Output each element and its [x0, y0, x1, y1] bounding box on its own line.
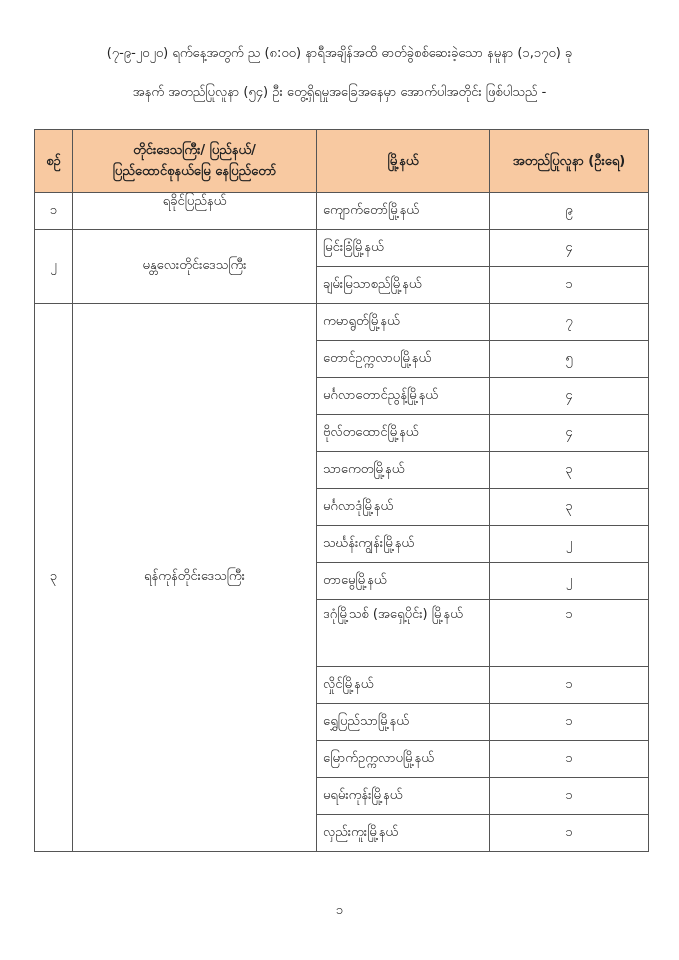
township-cell: ဒဂုံမြို့သစ် (အရှေ့ပိုင်း) မြို့နယ် — [317, 600, 490, 667]
township-cell: သာကေတမြို့နယ် — [317, 452, 490, 489]
count-cell: ၁ — [490, 600, 649, 667]
township-cell: မင်္ဂလာဒုံမြို့နယ် — [317, 489, 490, 526]
count-cell: ၄ — [490, 230, 649, 267]
count-cell: ၁ — [490, 667, 649, 704]
covid-cases-table — [34, 129, 649, 852]
header-count: အတည်ပြုလူနာ (ဦးရေ) — [490, 130, 649, 193]
count-cell: ၂ — [490, 526, 649, 563]
page-number: ၁ — [335, 903, 344, 918]
header-no: စဉ် — [35, 130, 73, 193]
count-cell: ၁ — [490, 778, 649, 815]
table-row — [35, 230, 649, 267]
table-row — [35, 193, 649, 230]
township-cell: ဗိုလ်တထောင်မြို့နယ် — [317, 415, 490, 452]
intro-line-2: အနက် အတည်ပြုလူနာ (၅၄) ဦး တွေ့ရှိရမှုအခြေအနေမှာ အောက်ပါအတိုင်း ဖြစ်ပါသည် - — [132, 85, 547, 100]
count-cell: ၂ — [490, 563, 649, 600]
township-cell: ကမာရွတ်မြို့နယ် — [317, 304, 490, 341]
header-region-line-2: ပြည်ထောင်စုနယ်မြေ နေပြည်တော် — [112, 164, 277, 179]
township-cell: မြောက်ဥက္ကလာပမြို့နယ် — [317, 741, 490, 778]
region-cell: မန္တလေးတိုင်းဒေသကြီး — [73, 230, 317, 304]
row-number-cell: ၁ — [35, 193, 73, 230]
township-cell: ချမ်းမြသာစည်မြို့နယ် — [317, 267, 490, 304]
header-region — [73, 130, 317, 193]
count-cell: ၄ — [490, 378, 649, 415]
township-cell: ကျောက်တော်မြို့နယ် — [317, 193, 490, 230]
township-cell: ရွှေပြည်သာမြို့နယ် — [317, 704, 490, 741]
region-cell: ရခိုင်ပြည်နယ် — [73, 193, 317, 230]
township-cell: လှည်းကူးမြို့နယ် — [317, 815, 490, 852]
township-cell: မင်္ဂလာတောင်ညွန့်မြို့နယ် — [317, 378, 490, 415]
count-cell: ၉ — [490, 193, 649, 230]
header-region-line-1: တိုင်းဒေသကြီး/ ပြည်နယ်/ — [133, 143, 256, 158]
row-number-cell: ၂ — [35, 230, 73, 304]
count-cell: ၃ — [490, 489, 649, 526]
township-cell: မြင်းခြံမြို့နယ် — [317, 230, 490, 267]
township-cell: လှိုင်မြို့နယ် — [317, 667, 490, 704]
row-number-cell: ၃ — [35, 304, 73, 852]
township-cell: တာမွေမြို့နယ် — [317, 563, 490, 600]
header-township: မြို့နယ် — [317, 130, 490, 193]
count-cell: ၁ — [490, 815, 649, 852]
region-cell: ရန်ကုန်တိုင်းဒေသကြီး — [73, 304, 317, 852]
township-cell: မရမ်းကုန်းမြို့နယ် — [317, 778, 490, 815]
count-cell: ၁ — [490, 741, 649, 778]
table-header-row — [35, 130, 649, 193]
intro-line-1: (၇-၉-၂၀၂၀) ရက်နေ့အတွက် ည (၈:၀၀) နာရီအချိန်အထိ ဓာတ်ခွဲစစ်ဆေးခဲ့သော နမူနာ (၁,၁၇၀) ခု — [106, 46, 573, 61]
count-cell: ၅ — [490, 341, 649, 378]
count-cell: ၃ — [490, 452, 649, 489]
count-cell: ၁ — [490, 704, 649, 741]
count-cell: ၄ — [490, 415, 649, 452]
township-cell: သင်္ဃန်းကျွန်းမြို့နယ် — [317, 526, 490, 563]
count-cell: ၁ — [490, 267, 649, 304]
table-body — [35, 193, 649, 852]
table-row — [35, 304, 649, 341]
township-cell: တောင်ဥက္ကလာပမြို့နယ် — [317, 341, 490, 378]
count-cell: ၇ — [490, 304, 649, 341]
